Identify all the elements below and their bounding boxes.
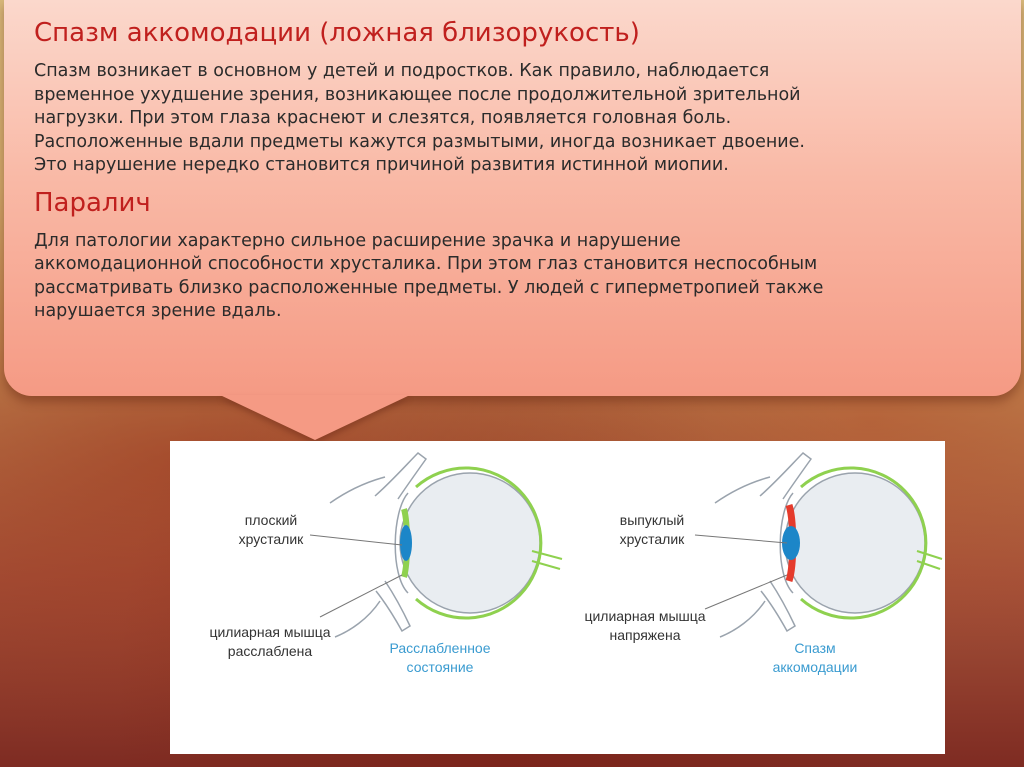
label-muscle-relaxed [200, 623, 340, 661]
text-line: Для патологии характерно сильное расширение зрачка и нарушение [34, 230, 681, 251]
text-line: Спазм возникает в основном у детей и подростков. Как правило, наблюдается [34, 61, 770, 81]
label-line: расслаблена [227, 643, 313, 659]
callout-tail [220, 395, 410, 440]
text-line: нарушается зрение вдаль. [34, 301, 282, 321]
caption-spasm [760, 639, 870, 677]
pointer-line [695, 535, 787, 543]
label-muscle-tense [570, 607, 720, 645]
eye-relaxed-diagram [310, 453, 562, 637]
text-line: временное ухудшение зрения, возникающее после продолжительной зрительной [34, 84, 801, 105]
text-content [34, 12, 994, 324]
caption-line: Расслабленное [389, 640, 491, 656]
eyeball-outer [785, 473, 925, 613]
section-text-paralysis [34, 230, 994, 324]
upper-eyelid [760, 453, 811, 499]
section-title-spasm: Спазм аккомодации (ложная близорукость) [34, 18, 640, 48]
text-line: аккомодационной способности хрусталика. При этом глаз становится неспособным [34, 254, 818, 274]
label-convex-lens [602, 511, 702, 549]
label-flat-lens [226, 511, 316, 549]
label-line: хрусталик [619, 531, 685, 547]
text-line: Расположенные вдали предметы кажутся размытыми, иногда возникает двоение. [34, 131, 805, 152]
eyelid-outline [715, 477, 770, 503]
caption-line: аккомодации [772, 659, 858, 675]
label-line: хрусталик [238, 531, 304, 547]
eye-spasm-diagram [695, 453, 942, 637]
label-line: выпуклый [619, 512, 685, 528]
text-line: нагрузки. При этом глаза краснеют и слезятся, появляется головная боль. [34, 108, 732, 128]
caption-relaxed [375, 639, 505, 677]
lens-flat [400, 525, 412, 561]
pointer-line [310, 535, 402, 545]
label-line: цилиарная мышца [209, 624, 331, 640]
eye-accommodation-figure [170, 441, 945, 754]
label-line: плоский [244, 512, 298, 528]
label-line: цилиарная мышца [584, 608, 706, 624]
caption-line: Спазм [794, 640, 836, 656]
section-text-spasm [34, 60, 994, 178]
eyelid-outline [330, 477, 385, 503]
text-line: Это нарушение нередко становится причиной развития истинной миопии. [34, 155, 729, 175]
caption-line: состояние [406, 659, 474, 675]
eyeball-outer [400, 473, 540, 613]
section-title-paralysis: Паралич [34, 187, 151, 218]
text-line: рассматривать близко расположенные предметы. У людей с гиперметропией также [34, 277, 824, 298]
label-line: напряжена [609, 627, 681, 643]
eyelid-outline [720, 601, 765, 637]
eye-diagrams [170, 441, 945, 754]
pointer-line [705, 575, 787, 609]
upper-eyelid [375, 453, 426, 499]
